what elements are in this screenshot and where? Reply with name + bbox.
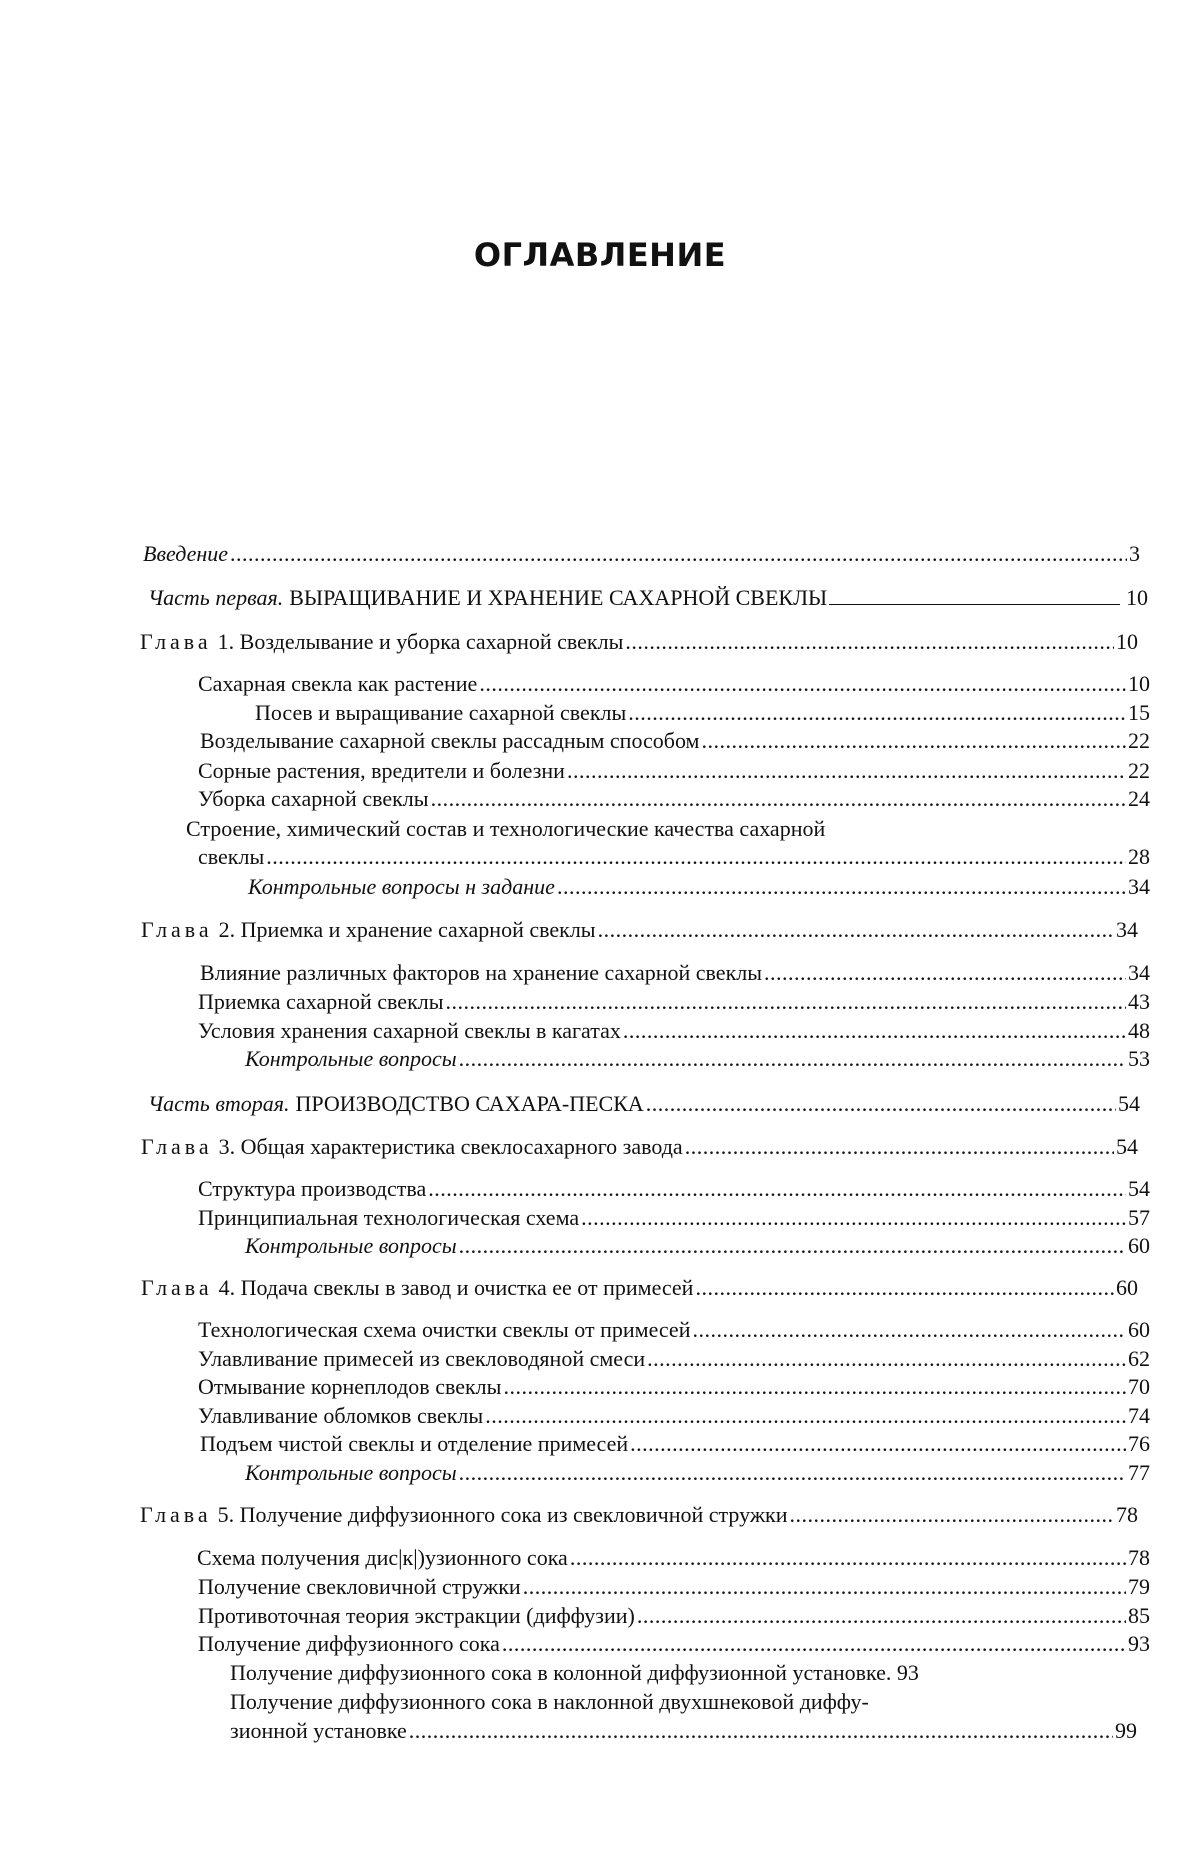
toc-label: 2. Приемка и хранение сахарной свеклы bbox=[218, 917, 596, 942]
toc-page: 62 bbox=[1128, 1346, 1150, 1371]
toc-leader bbox=[485, 1402, 1126, 1430]
toc-leader bbox=[479, 670, 1126, 698]
toc-leader bbox=[459, 1459, 1126, 1487]
toc-label: Улавливание примесей из свекловодяной смеси bbox=[198, 1346, 646, 1371]
toc-leader bbox=[630, 1430, 1126, 1458]
toc-label: Контрольные вопросы bbox=[245, 1233, 457, 1258]
toc-leader bbox=[637, 1602, 1126, 1630]
toc-label: Сахарная свекла как растение bbox=[198, 671, 478, 696]
toc-leader bbox=[266, 843, 1126, 871]
toc-leader bbox=[567, 757, 1126, 785]
toc-label: Структура производства bbox=[198, 1176, 427, 1201]
toc-entry-ch4-5[interactable] bbox=[200, 1430, 1150, 1458]
toc-entry-intro[interactable] bbox=[143, 540, 1140, 568]
toc-label: зионной установке bbox=[230, 1718, 407, 1743]
toc-leader bbox=[789, 1501, 1114, 1529]
toc-label: Влияние различных факторов на хранение сахарной свеклы bbox=[200, 960, 763, 985]
toc-page: 34 bbox=[1128, 960, 1150, 985]
toc-entry-ch1-3[interactable] bbox=[200, 727, 1150, 755]
toc-entry-ch1-4[interactable] bbox=[198, 757, 1150, 785]
toc-entry-ch4-questions[interactable] bbox=[245, 1459, 1150, 1487]
toc-page: 60 bbox=[1116, 1275, 1138, 1300]
toc-label: Контрольные вопросы bbox=[245, 1460, 457, 1485]
toc-leader bbox=[646, 1090, 1116, 1118]
toc-entry-ch3-1[interactable] bbox=[198, 1175, 1150, 1203]
toc-leader bbox=[409, 1717, 1113, 1745]
toc-page: 99 bbox=[1115, 1718, 1137, 1743]
toc-leader bbox=[647, 1345, 1126, 1373]
toc-entry-ch2-1[interactable] bbox=[200, 959, 1150, 987]
toc-leader bbox=[692, 1316, 1126, 1344]
toc-entry-ch1-questions[interactable] bbox=[248, 873, 1150, 901]
toc-leader bbox=[503, 1373, 1126, 1401]
toc-leader bbox=[446, 988, 1126, 1016]
toc-entry-ch5[interactable] bbox=[140, 1501, 1138, 1529]
toc-label: Улавливание обломков свеклы bbox=[198, 1403, 484, 1428]
toc-leader bbox=[230, 540, 1127, 568]
toc-label: Получение диффузионного сока bbox=[198, 1631, 500, 1656]
toc-entry-ch1-1[interactable] bbox=[198, 670, 1150, 698]
toc-leader bbox=[570, 1544, 1126, 1572]
toc-page: 74 bbox=[1128, 1403, 1150, 1428]
toc-leader bbox=[625, 628, 1114, 656]
toc-leader bbox=[695, 1274, 1114, 1302]
toc-entry-ch3-questions[interactable] bbox=[245, 1232, 1150, 1260]
toc-entry-ch5-4-1[interactable]: Получение диффузионного сока в колонной диффузионной установке. 93 bbox=[230, 1660, 919, 1685]
toc-label: Контрольные вопросы н задание bbox=[248, 874, 555, 899]
toc-label: Условия хранения сахарной свеклы в кагатах bbox=[198, 1018, 621, 1043]
toc-page: 43 bbox=[1128, 989, 1150, 1014]
toc-leader bbox=[598, 916, 1114, 944]
toc-label: Сорные растения, вредители и болезни bbox=[198, 758, 565, 783]
toc-label: Уборка сахарной свеклы bbox=[198, 786, 429, 811]
toc-page: 76 bbox=[1128, 1431, 1150, 1456]
toc-leader bbox=[701, 727, 1126, 755]
toc-prefix: Глава bbox=[141, 917, 213, 942]
toc-page: 24 bbox=[1128, 786, 1150, 811]
toc-label: Получение свекловичной стружки bbox=[198, 1574, 521, 1599]
toc-page: 54 bbox=[1116, 1134, 1138, 1159]
toc-prefix: Часть вторая. bbox=[148, 1091, 290, 1116]
toc-entry-ch5-4-2[interactable] bbox=[230, 1717, 1137, 1745]
toc-entry-ch1-6-line1[interactable]: Строение, химический состав и технологические качества сахарной bbox=[186, 816, 826, 841]
toc-page: 22 bbox=[1128, 758, 1150, 783]
toc-page: 85 bbox=[1128, 1603, 1150, 1628]
toc-leader bbox=[502, 1630, 1126, 1658]
toc-leader bbox=[459, 1045, 1126, 1073]
toc-entry-ch1-2[interactable] bbox=[255, 699, 1150, 727]
toc-entry-ch4-4[interactable] bbox=[198, 1402, 1150, 1430]
toc-entry-ch1[interactable] bbox=[140, 628, 1138, 656]
toc-label: Посев и выращивание сахарной свеклы bbox=[255, 700, 627, 725]
toc-entry-ch1-5[interactable] bbox=[198, 785, 1150, 813]
toc-page: 60 bbox=[1128, 1317, 1150, 1342]
toc-leader bbox=[459, 1232, 1126, 1260]
toc-leader bbox=[523, 1573, 1126, 1601]
toc-label: Противоточная теория экстракции (диффузии) bbox=[198, 1603, 635, 1628]
toc-leader bbox=[581, 1204, 1126, 1232]
toc-page: 28 bbox=[1128, 844, 1150, 869]
toc-leader bbox=[557, 873, 1126, 901]
toc-label: Принципиальная технологическая схема bbox=[198, 1205, 580, 1230]
toc-page: 78 bbox=[1128, 1545, 1150, 1570]
toc-label: 1. Возделывание и уборка сахарной свеклы bbox=[217, 629, 624, 654]
toc-label: свеклы bbox=[198, 844, 265, 869]
toc-entry-ch2-2[interactable] bbox=[198, 988, 1150, 1016]
toc-prefix: Глава bbox=[140, 1502, 212, 1527]
toc-prefix: Глава bbox=[140, 629, 212, 654]
toc-entry-ch4[interactable] bbox=[141, 1274, 1138, 1302]
toc-entry-ch4-1[interactable] bbox=[198, 1316, 1150, 1344]
toc-page: 93 bbox=[1128, 1631, 1150, 1656]
toc-label: ПРОИЗВОДСТВО САХАРА-ПЕСКА bbox=[295, 1091, 644, 1116]
toc-label: Введение bbox=[143, 541, 229, 566]
toc-leader bbox=[431, 785, 1126, 813]
page-title: ОГЛАВЛЕНИЕ bbox=[473, 236, 727, 274]
toc-page: 53 bbox=[1128, 1046, 1150, 1071]
toc-prefix: Глава bbox=[141, 1275, 213, 1300]
toc-label: 3. Общая характеристика свеклосахарного завода bbox=[218, 1134, 683, 1159]
toc-page: 79 bbox=[1128, 1574, 1150, 1599]
toc-label: 5. Получение диффузионного сока из свекловичной стружки bbox=[217, 1502, 788, 1527]
toc-entry-ch3[interactable] bbox=[141, 1133, 1138, 1161]
toc-entry-ch5-1[interactable] bbox=[197, 1544, 1150, 1572]
toc-entry-ch1-6[interactable] bbox=[198, 843, 1150, 871]
toc-label: Отмывание корнеплодов свеклы bbox=[198, 1374, 502, 1399]
toc-leader bbox=[764, 959, 1126, 987]
toc-label: Приемка сахарной свеклы bbox=[198, 989, 444, 1014]
toc-entry-ch2-3[interactable] bbox=[198, 1017, 1150, 1045]
toc-page: 22 bbox=[1128, 728, 1150, 753]
toc-label: Подъем чистой свеклы и отделение примесей bbox=[200, 1431, 629, 1456]
toc-leader bbox=[628, 699, 1126, 727]
toc-entry-ch4-3[interactable] bbox=[198, 1373, 1150, 1401]
toc-entry-ch2-questions[interactable] bbox=[245, 1045, 1150, 1073]
toc-entry-ch3-2[interactable] bbox=[198, 1204, 1150, 1232]
toc-entry-ch5-3[interactable] bbox=[198, 1602, 1150, 1630]
toc-page: 78 bbox=[1116, 1502, 1138, 1527]
toc-leader bbox=[685, 1133, 1114, 1161]
toc-entry-ch5-2[interactable] bbox=[198, 1573, 1150, 1601]
toc-entry-ch2[interactable] bbox=[141, 916, 1138, 944]
toc-page: 10 bbox=[1128, 671, 1150, 696]
toc-page: 54 bbox=[1118, 1091, 1140, 1116]
toc-page: 77 bbox=[1128, 1460, 1150, 1485]
toc-entry-ch5-4[interactable] bbox=[198, 1630, 1150, 1658]
toc-page: 34 bbox=[1116, 917, 1138, 942]
toc-page: 54 bbox=[1128, 1176, 1150, 1201]
toc-page: 34 bbox=[1128, 874, 1150, 899]
toc-entry-ch4-2[interactable] bbox=[198, 1345, 1150, 1373]
toc-page: 10 bbox=[1126, 585, 1148, 610]
toc-label: ВЫРАЩИВАНИЕ И ХРАНЕНИЕ САХАРНОЙ СВЕКЛЫ bbox=[289, 585, 828, 610]
toc-page: 3 bbox=[1129, 541, 1140, 566]
toc-page: 70 bbox=[1128, 1374, 1150, 1399]
toc-entry-part2[interactable] bbox=[148, 1090, 1140, 1118]
toc-label: Технологическая схема очистки свеклы от примесей bbox=[198, 1317, 691, 1342]
toc-prefix: Часть первая. bbox=[148, 585, 284, 610]
toc-page: 57 bbox=[1128, 1205, 1150, 1230]
toc-page: 60 bbox=[1128, 1233, 1150, 1258]
toc-page: 10 bbox=[1116, 629, 1138, 654]
toc-label: 4. Подача свеклы в завод и очистка ее от примесей bbox=[218, 1275, 694, 1300]
toc-entry-ch5-4-2-line1[interactable]: Получение диффузионного сока в наклонной двухшнековой диффу- bbox=[230, 1689, 869, 1714]
toc-entry-part1[interactable] bbox=[148, 584, 1148, 612]
toc-label: Контрольные вопросы bbox=[245, 1046, 457, 1071]
toc-label: Схема получения дис|к|)узионного сока bbox=[197, 1545, 568, 1570]
toc-page: 15 bbox=[1128, 700, 1150, 725]
toc-leader bbox=[829, 584, 1120, 605]
toc-prefix: Глава bbox=[141, 1134, 213, 1159]
toc-label: Возделывание сахарной свеклы рассадным способом bbox=[200, 728, 700, 753]
toc-leader bbox=[428, 1175, 1126, 1203]
toc-leader bbox=[623, 1017, 1126, 1045]
toc-page: 48 bbox=[1128, 1018, 1150, 1043]
